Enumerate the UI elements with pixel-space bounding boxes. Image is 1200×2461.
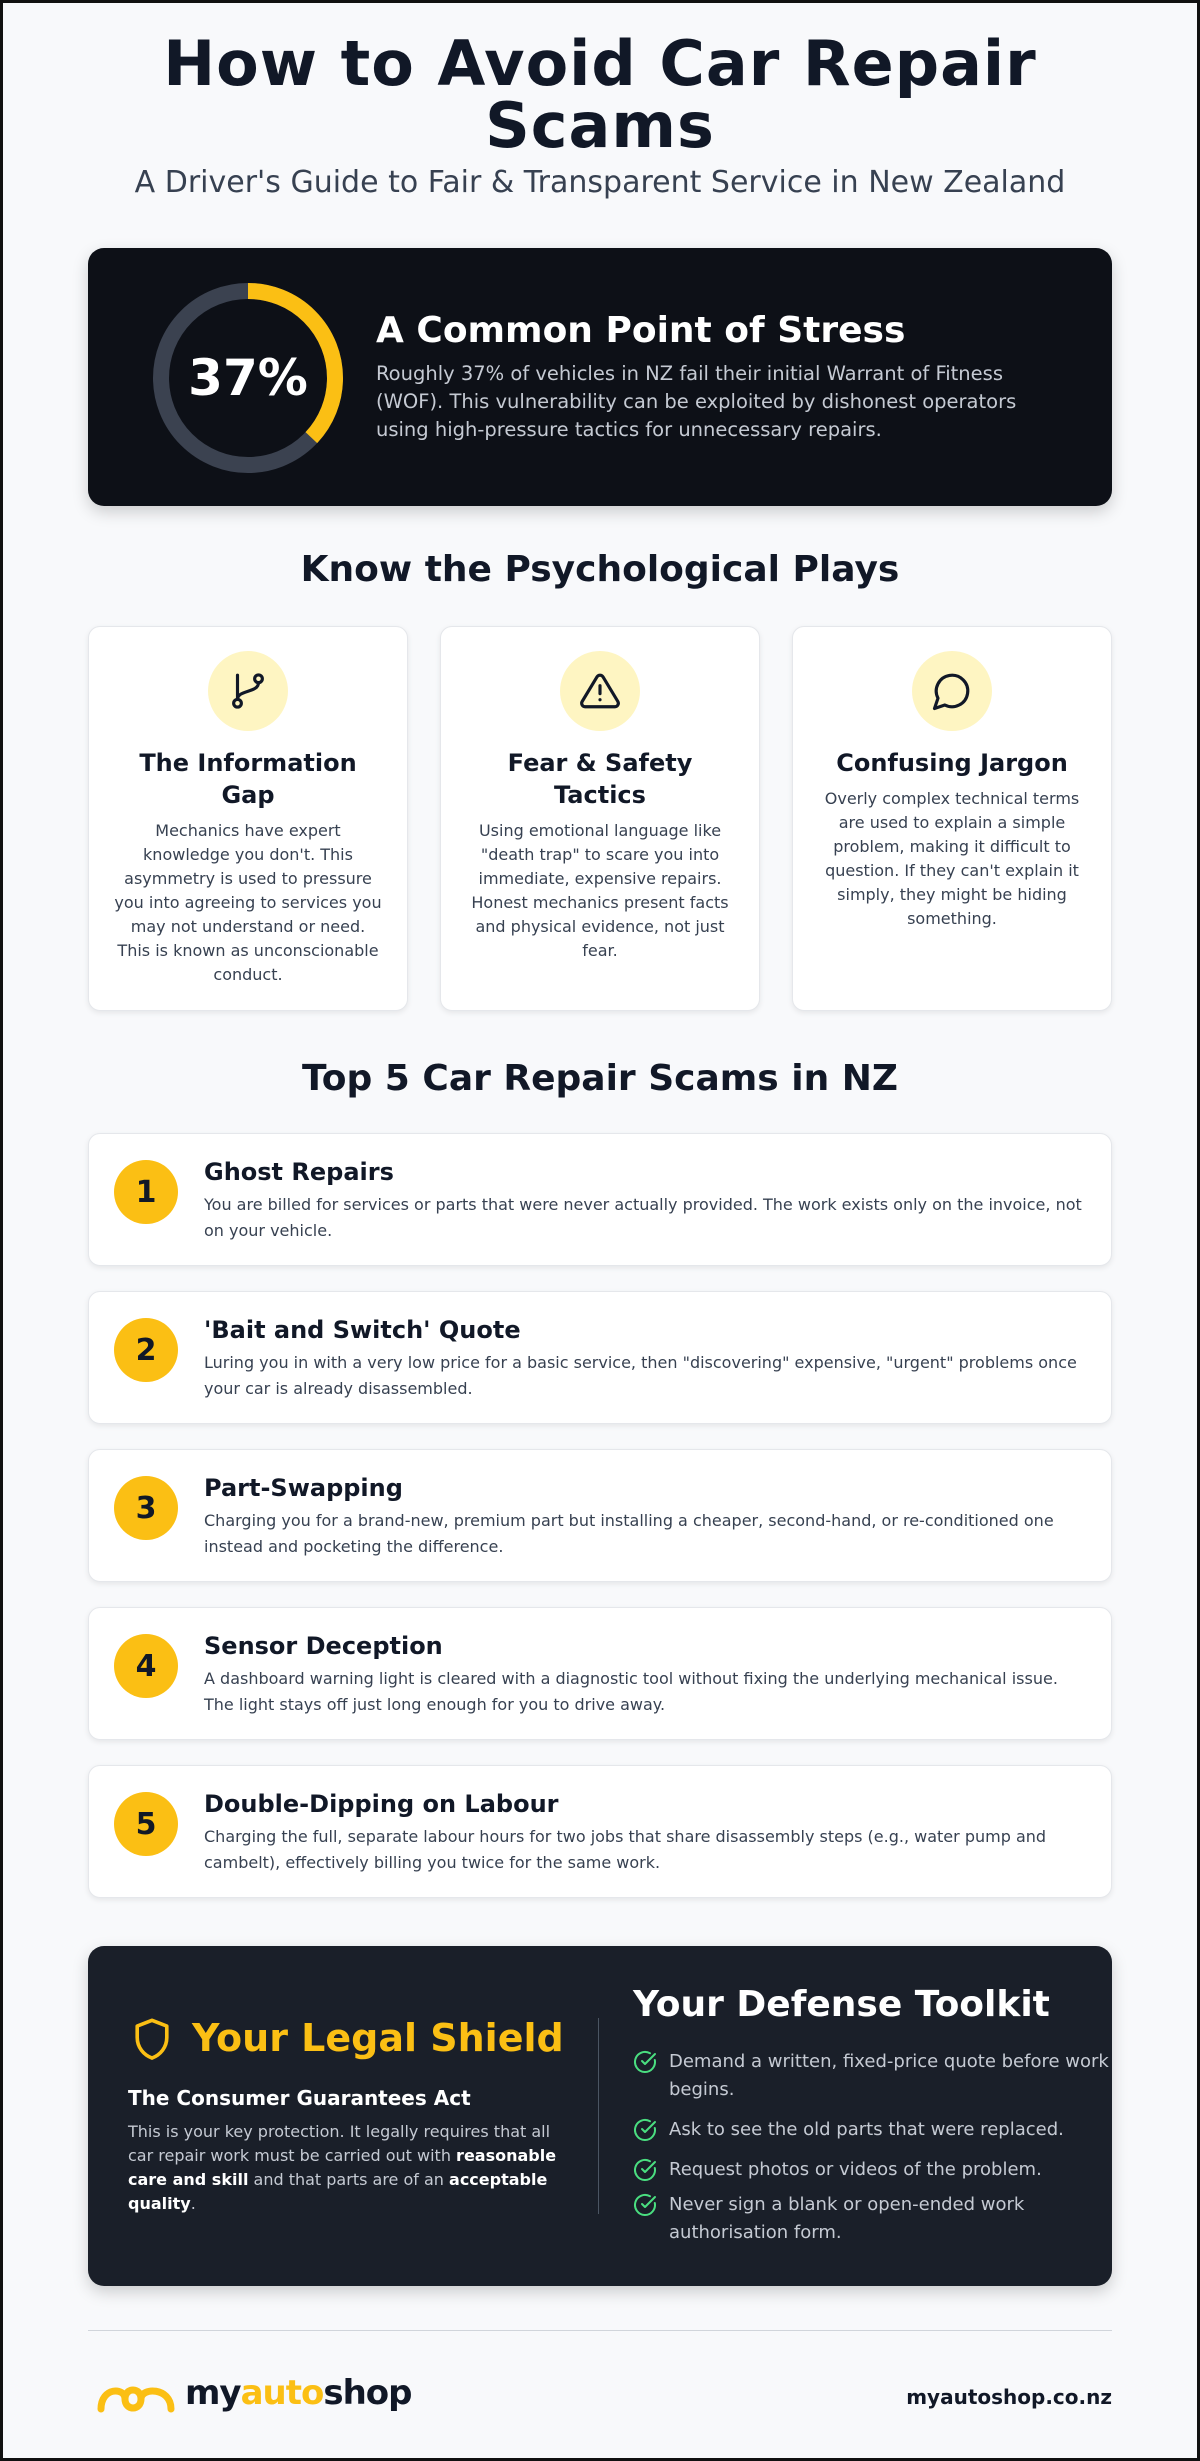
check-circle-icon [633,2158,657,2182]
act-text: This is your key protection. It legally requires that all car repair work must be carried out with reasonable care and skill and that parts are of an acceptable quality. [128,2122,557,2213]
scam-text: Luring you in with a very low price for a basic service, then "discovering" expensive, "urgent" problems once your car is already disassembled. [204,1353,1077,1398]
play-title: Confusing Jargon [836,749,1068,777]
play-card-confusing-jargon [792,626,1112,1011]
scam-item-5 [88,1765,1112,1898]
brand-logo-icon [95,2373,177,2417]
stat-text: Roughly 37% of vehicles in NZ fail their initial Warrant of Fitness (WOF). This vulnerability can be exploited by dishonest operators using high-pressure tactics for unnecessary repairs. [376,362,1017,441]
page-title-line2: Scams [485,89,715,162]
act-title: The Consumer Guarantees Act [128,2086,471,2110]
scam-item-2 [88,1291,1112,1424]
play-title: The Information Gap [139,749,357,809]
page-title [3,27,1197,162]
play-card-fear-tactics [440,626,760,1011]
scam-number-badge: 1 [114,1160,178,1224]
check-circle-icon [633,2118,657,2142]
play-text: Overly complex technical terms are used to explain a simple problem, making it difficult to question. If they can't explain it simply, they might be hiding something. [824,789,1080,928]
stat-card [88,248,1112,506]
scam-item-3 [88,1449,1112,1582]
scam-title: Part-Swapping [204,1474,403,1502]
chat-bubble-icon [912,651,992,731]
play-text: Using emotional language like "death trap" to scare you into immediate, expensive repairs. Honest mechanics present facts and physical evidence, not just fear. [471,821,729,960]
toolkit-item-text: Request photos or videos of the problem. [669,2159,1042,2180]
check-circle-icon [633,2193,657,2217]
scam-title: Ghost Repairs [204,1158,394,1186]
scam-number-badge: 5 [114,1792,178,1856]
scam-text: You are billed for services or parts that were never actually provided. The work exists only on the invoice, not on your vehicle. [204,1195,1082,1240]
scam-text: A dashboard warning light is cleared with a diagnostic tool without fixing the underlying mechanical issue. The light stays off just long enough for you to drive away. [204,1669,1058,1714]
scam-title: Double-Dipping on Labour [204,1790,559,1818]
scam-number-badge: 3 [114,1476,178,1540]
scam-number-badge: 4 [114,1634,178,1698]
play-title: Fear & Safety Tactics [507,749,693,809]
check-circle-icon [633,2050,657,2074]
warning-triangle-icon [560,651,640,731]
legal-title: Your Legal Shield [192,2016,564,2060]
footer-divider [88,2330,1112,2331]
scam-item-1 [88,1133,1112,1266]
scam-item-4 [88,1607,1112,1740]
scam-number-badge: 2 [114,1318,178,1382]
scam-text: Charging the full, separate labour hours for two jobs that share disassembly steps (e.g., water pump and cambelt), effectively billing you twice for the same work. [204,1827,1047,1872]
footer-website-link[interactable]: myautoshop.co.nz [906,2385,1112,2409]
plays-heading: Know the Psychological Plays [300,549,900,590]
play-card-information-gap [88,626,408,1011]
toolkit-item-text: Never sign a blank or open-ended work authorisation form. [669,2194,1025,2243]
play-text: Mechanics have expert knowledge you don't. This asymmetry is used to pressure you into agreeing to services you may not understand or need. This is known as unconscionable conduct. [114,821,382,984]
stat-title: A Common Point of Stress [376,310,906,351]
page-subtitle: A Driver's Guide to Fair & Transparent Service in New Zealand [134,165,1066,200]
scam-title: Sensor Deception [204,1632,443,1660]
page-title-line1: How to Avoid Car Repair [163,27,1037,100]
percent-label: 37% [188,349,308,407]
legal-toolkit-panel [88,1946,1112,2286]
act-bold-care: reasonable care and skill [128,2146,557,2189]
toolkit-item-text: Ask to see the old parts that were replaced. [669,2119,1064,2140]
git-branch-icon [208,651,288,731]
panel-divider [598,2018,599,2214]
scams-heading: Top 5 Car Repair Scams in NZ [302,1058,898,1099]
scam-text: Charging you for a brand-new, premium part but installing a cheaper, second-hand, or re-conditioned one instead and pocketing the difference. [204,1511,1054,1556]
toolkit-title: Your Defense Toolkit [633,1984,1050,2025]
brand-logo-text[interactable]: myautoshop [185,2373,412,2413]
shield-icon [132,2017,172,2063]
toolkit-item-text: Demand a written, fixed-price quote before work begins. [669,2051,1109,2100]
act-bold-quality: acceptable quality [128,2170,548,2213]
scam-title: 'Bait and Switch' Quote [204,1316,521,1344]
